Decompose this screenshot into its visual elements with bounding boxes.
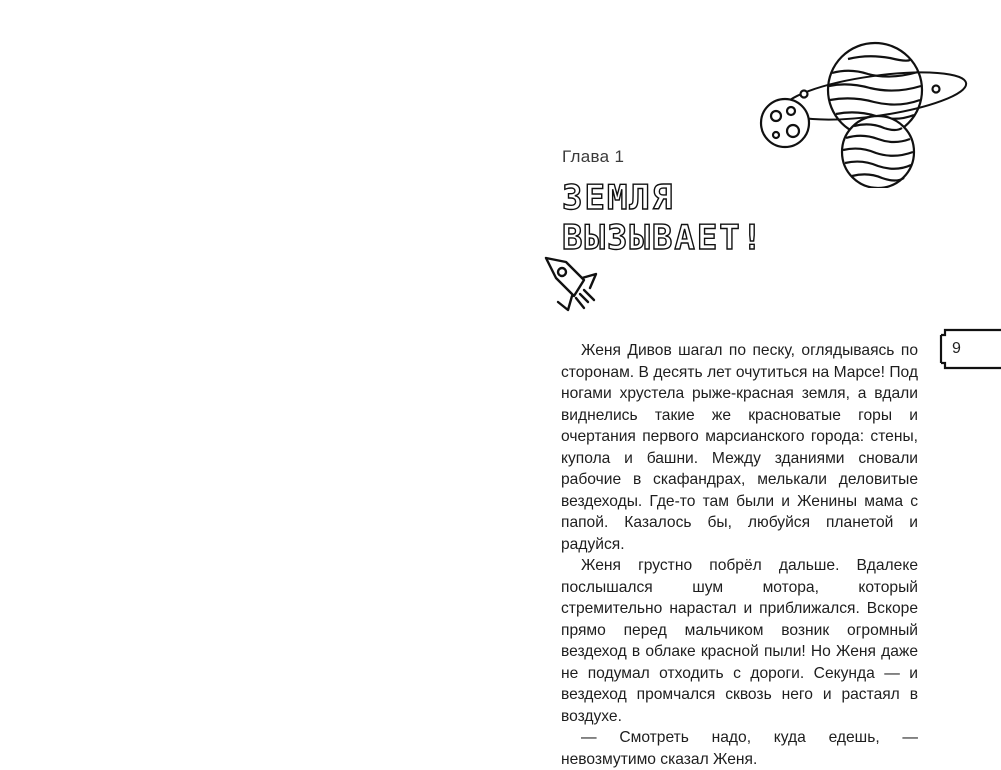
paragraph: Женя Дивов шагал по песку, оглядываясь по сторонам. В десять лет очутиться на Марсе! Под ногами хрустела рыже-красная земля, а вдали виднелись такие же красноватые горы и очертания первого марсианского города: стены, купола и башни. Между зданиями сновали рабочие в скафандрах, мелькали деловитые вездеходы. Где-то там были и Женины мама с папой. Казалось бы, любуйся планетой и радуйся. bbox=[561, 342, 918, 553]
chapter-title-line-2: ВЫЗЫВАЕТ! bbox=[562, 218, 765, 258]
paragraph: Женя грустно побрёл дальше. Вдалеке послышался шум мотора, который стремительно нарастал и приближался. Вскоре прямо перед мальчиком возник огромный вездеход в облаке красной пыли! Но Женя даже не подумал отходить с дороги. Секунда — и вездеход промчался сквозь него и растаял в воздухе. bbox=[561, 557, 918, 725]
rocket-icon bbox=[538, 252, 604, 318]
page-number: 9 bbox=[952, 340, 961, 357]
body-text bbox=[561, 340, 918, 770]
chapter-label: Глава 1 bbox=[562, 147, 625, 166]
chapter-title-line-1: ЗЕМЛЯ bbox=[562, 178, 675, 218]
paragraph: — Смотреть надо, куда едешь, — невозмутимо сказал Женя. bbox=[561, 729, 918, 768]
chapter-title bbox=[562, 178, 764, 258]
page-number-tab bbox=[937, 327, 1001, 371]
planets-icon bbox=[750, 38, 970, 188]
